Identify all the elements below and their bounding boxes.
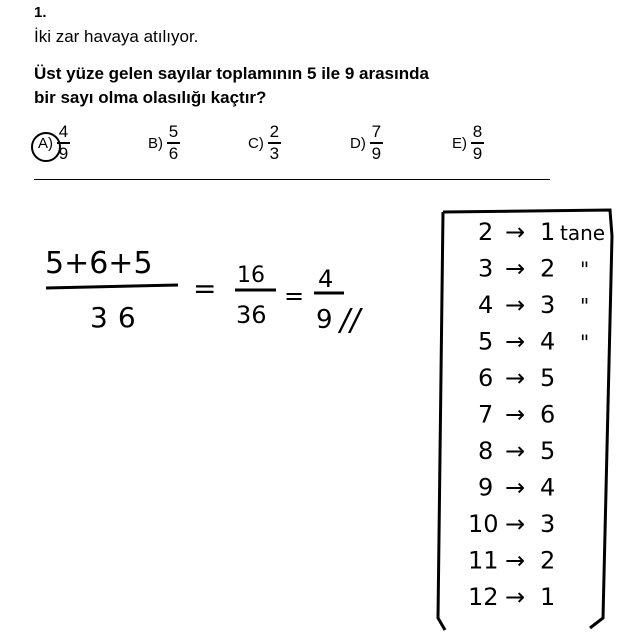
sum-table-ways-4: 5 xyxy=(540,364,556,392)
choice-e-numerator: 8 xyxy=(472,122,483,141)
sum-table-arrow-4: → xyxy=(505,364,526,392)
question-prompt-line1: Üst yüze gelen sayılar toplamının 5 ile 9 arasında xyxy=(34,64,429,83)
work-result-numerator: 4 xyxy=(318,265,334,293)
sum-table xyxy=(468,218,605,611)
sum-table-ways-7: 4 xyxy=(540,473,556,502)
question-prompt-line2: bir sayı olma olasılığı kaçtır? xyxy=(34,88,267,107)
question-intro: İki zar havaya atılıyor. xyxy=(34,27,199,46)
sum-table-sum-8: 10 xyxy=(468,510,499,538)
sum-table-sum-7: 9 xyxy=(478,473,494,502)
sum-table-ways-9: 2 xyxy=(540,546,556,575)
choice-b-numerator: 5 xyxy=(168,122,179,141)
sum-table-ways-8: 3 xyxy=(540,510,556,538)
work-mid-denominator: 36 xyxy=(236,301,267,329)
sum-table-sum-5: 7 xyxy=(478,400,494,429)
sum-table-arrow-2: → xyxy=(505,291,526,319)
sum-table-ways-2: 3 xyxy=(540,291,556,319)
sum-table-arrow-3: → xyxy=(505,327,526,356)
choice-a-numerator: 4 xyxy=(58,122,69,141)
sum-table-sum-6: 8 xyxy=(478,437,494,465)
choice-c-denominator: 3 xyxy=(269,144,280,163)
work-check-mark: // xyxy=(340,303,361,338)
work-equals-1: = xyxy=(193,272,217,305)
work-equals-2: = xyxy=(284,282,305,310)
sum-table-sum-2: 4 xyxy=(478,291,494,319)
sum-table-sum-1: 3 xyxy=(478,254,494,283)
sum-table-sum-4: 6 xyxy=(478,364,494,392)
sum-table-sum-9: 11 xyxy=(468,546,499,575)
sum-table-sum-10: 12 xyxy=(468,583,499,611)
choice-a-label: A) xyxy=(38,134,53,152)
choice-c-label: C) xyxy=(248,134,264,152)
sum-table-sum-0: 2 xyxy=(478,218,494,246)
sum-table-arrow-0: → xyxy=(505,218,526,246)
choice-d-label: D) xyxy=(350,134,366,152)
choice-a-denominator: 9 xyxy=(58,144,69,163)
sum-table-arrow-5: → xyxy=(505,400,526,429)
sum-table-ways-6: 5 xyxy=(540,437,556,465)
choice-e-label: E) xyxy=(452,134,467,152)
choice-c-numerator: 2 xyxy=(269,122,280,141)
work-mid-numerator: 16 xyxy=(237,263,265,288)
sum-table-ways-1: 2 xyxy=(540,254,556,283)
work-result-denominator: 9 xyxy=(316,305,333,335)
choice-d-denominator: 9 xyxy=(371,144,382,163)
sum-table-ways-10: 1 xyxy=(540,583,556,611)
work-denominator: 36 xyxy=(90,301,146,334)
work-fraction-bar xyxy=(46,285,178,288)
sum-table-sum-3: 5 xyxy=(478,327,494,356)
choice-e-denominator: 9 xyxy=(472,144,483,163)
work-numerator: 5+6+5 xyxy=(45,246,153,281)
choice-d-numerator: 7 xyxy=(371,122,382,141)
choice-b-label: B) xyxy=(148,134,163,152)
sum-table-arrow-1: → xyxy=(505,254,526,283)
sum-table-arrow-10: → xyxy=(505,583,526,611)
sum-table-note-3: " xyxy=(580,330,590,355)
question-number: 1. xyxy=(34,4,47,21)
sum-table-note-0: tane xyxy=(560,221,606,245)
sum-table-note-2: " xyxy=(580,294,590,318)
sum-table-ways-5: 6 xyxy=(540,400,556,429)
sum-table-arrow-7: → xyxy=(505,473,526,502)
sum-table-ways-3: 4 xyxy=(540,327,556,356)
sum-table-arrow-6: → xyxy=(505,437,526,465)
choice-b-denominator: 6 xyxy=(168,144,179,163)
sum-table-ways-0: 1 xyxy=(540,218,556,246)
sum-table-arrow-9: → xyxy=(505,546,526,575)
sum-table-note-1: " xyxy=(580,257,590,282)
sum-table-arrow-8: → xyxy=(505,510,526,538)
